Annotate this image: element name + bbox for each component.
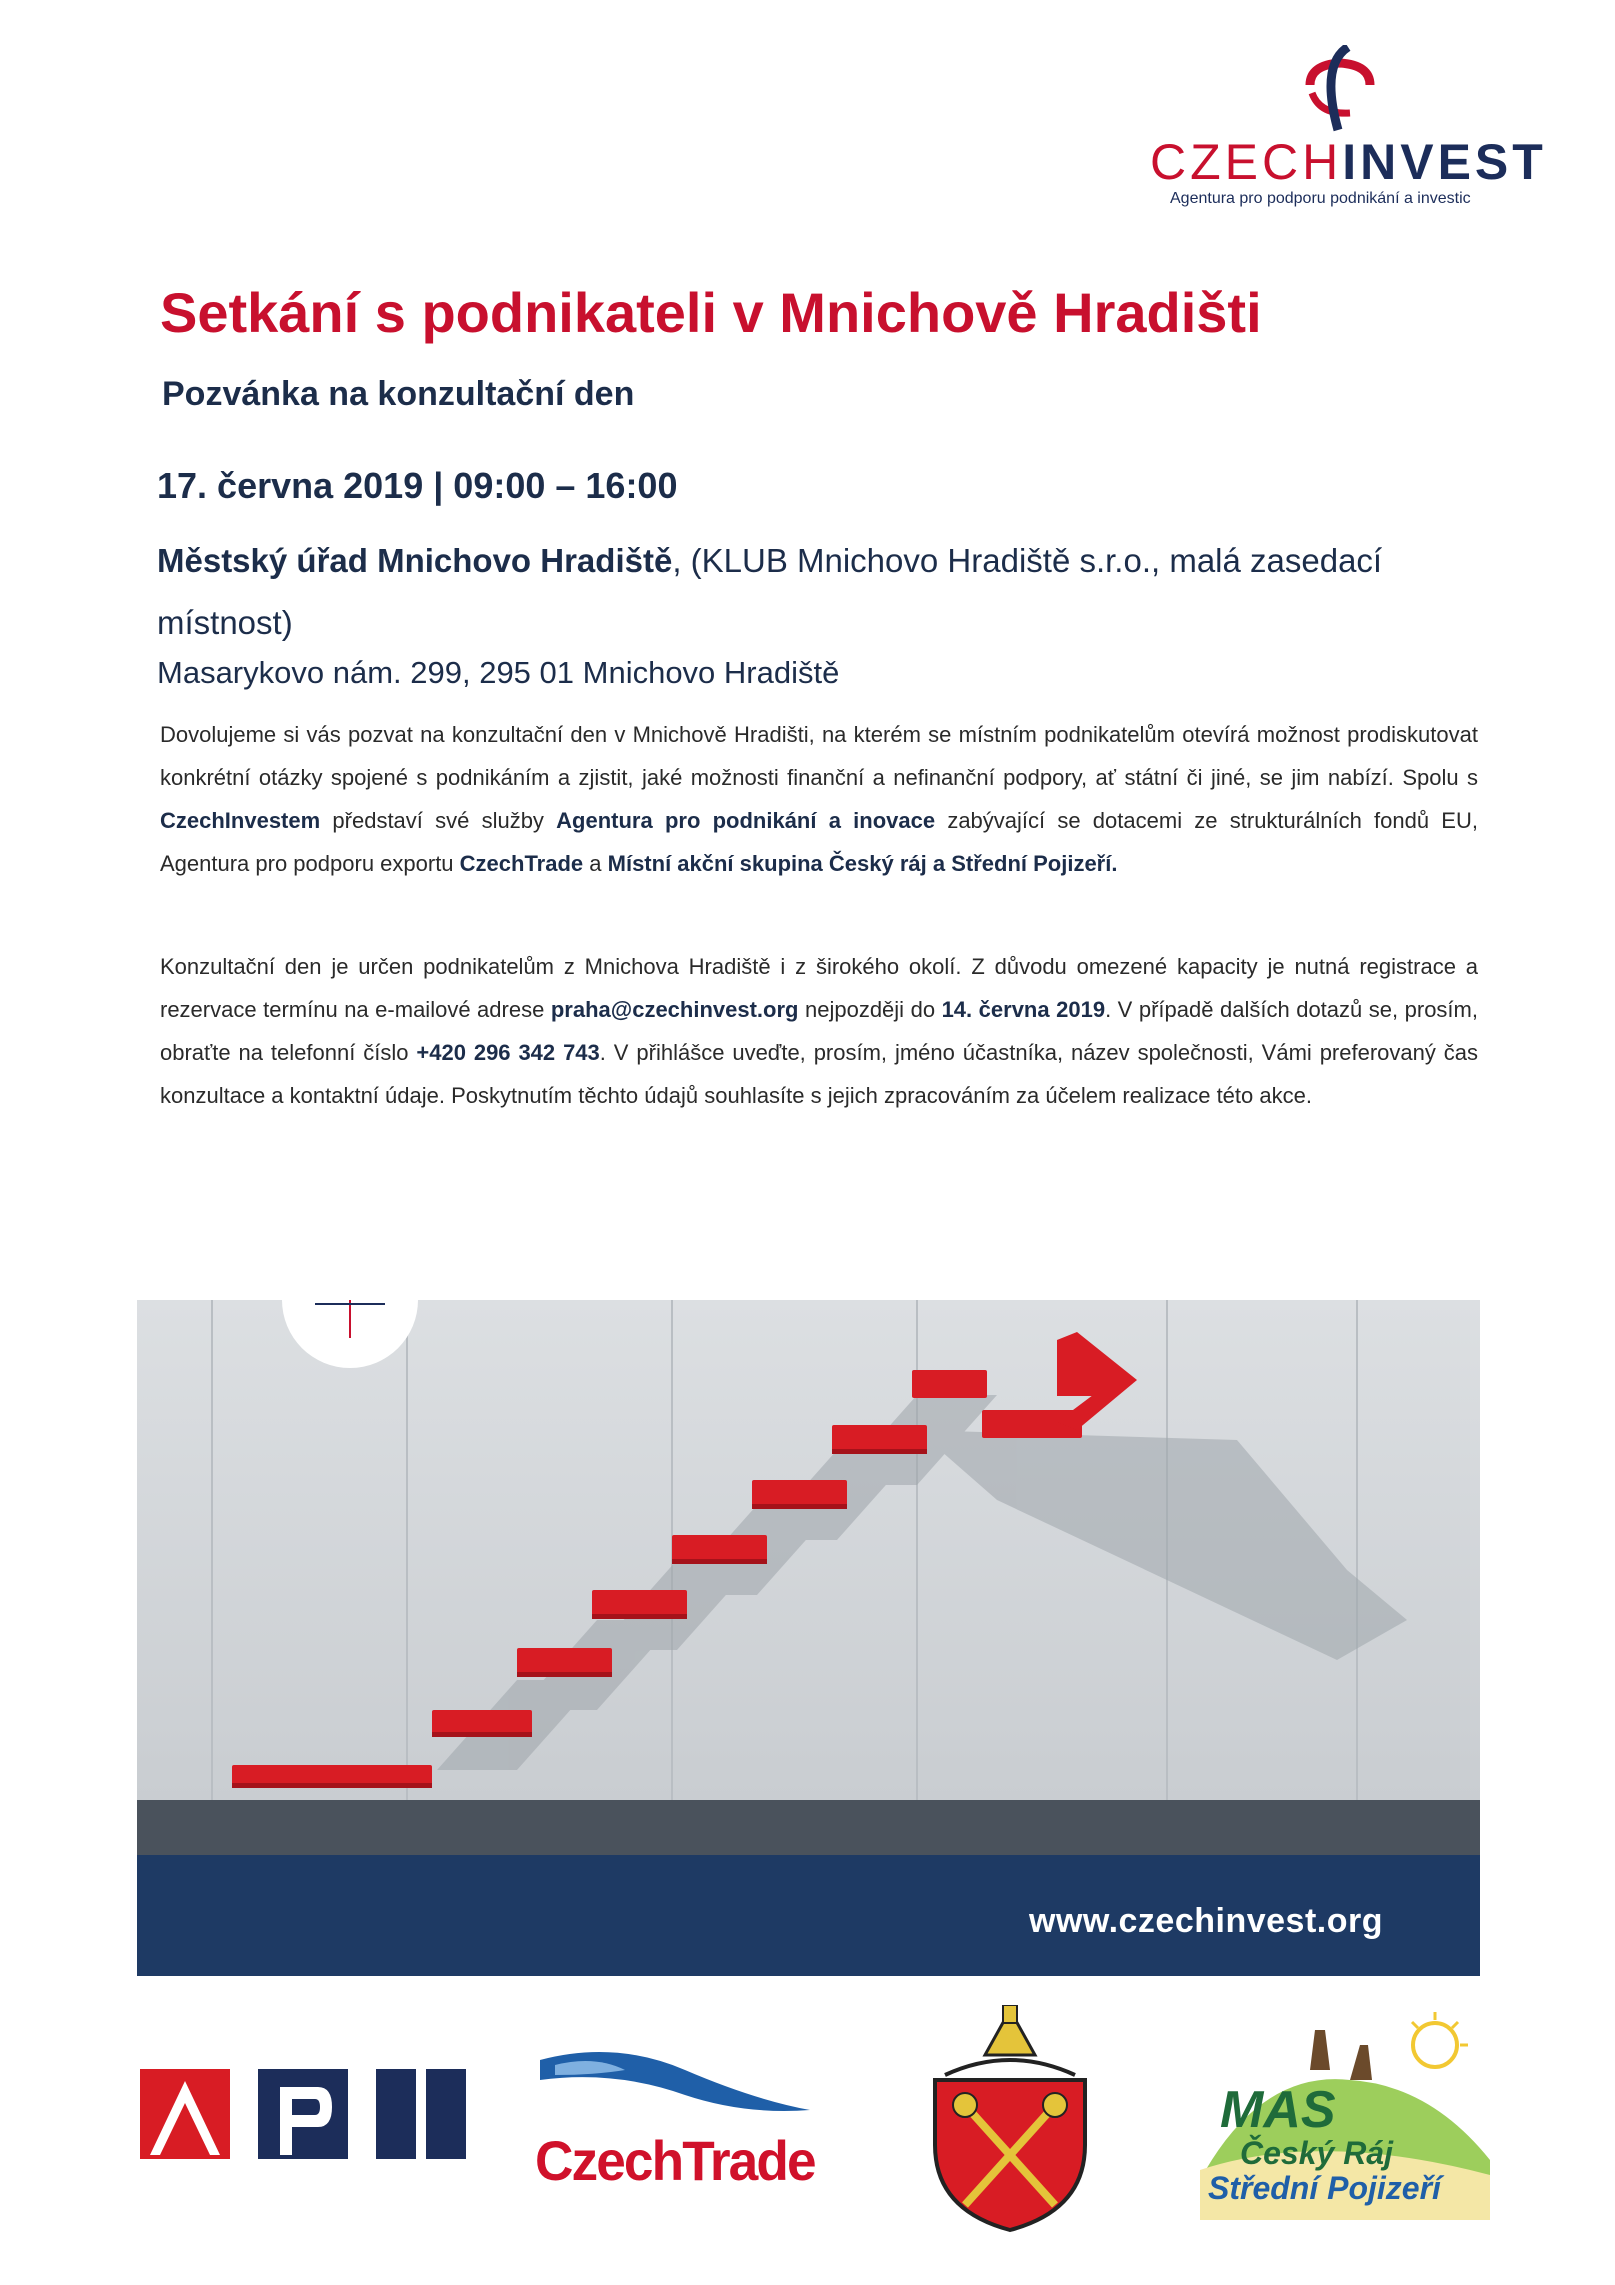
event-datetime: 17. června 2019 | 09:00 – 16:00 [157,465,678,506]
event-venue [157,530,1487,654]
mas-cesky-raj-logo [1200,2010,1490,2220]
text: zabývající se dotacemi ze strukturálních fondů EU, Agentura pro podporu exportu [160,808,1478,876]
wordmark-red: CZECH [1150,134,1343,190]
registration-paragraph [160,945,1478,1117]
text: nejpozději do [798,997,942,1022]
czechtrade-logo [535,2040,825,2190]
mas-abbreviation: MAS [1220,2081,1336,2139]
api-mention: Agentura pro podnikání a inovace [556,808,936,833]
page-subtitle: Pozvánka na konzultační den [162,375,635,413]
czechinvest-emblem-icon [1290,45,1390,135]
czechtrade-mention: CzechTrade [459,851,584,876]
text: a [583,851,608,876]
text: . V přihlášce uveďte, prosím, jméno účastníka, název společnosti, Vámi preferovaný čas konzultace a kontaktní údaje. Poskytnutím těchto údajů souhlasíte s jejich zpracováním za účelem realizace této akce. [160,1040,1479,1108]
api-logo-icon [140,2067,470,2162]
hero-image [137,1300,1480,1976]
text: představí své služby [320,808,557,833]
intro-paragraph [160,713,1478,885]
text: Dovolujeme si vás pozvat na konzultační den v Mnichově Hradišti, na kterém se místním podnikatelům otevírá možnost prodiskutovat konkrétní otázky spojené s podnikáním a zjistit, jaké možnosti finanční a nefinanční podpory, ať státní či jiné, se jim nabízí. Spolu s [160,722,1478,790]
api-agency-logo [140,2067,470,2162]
text: . V případě dalších dotazů se, prosím, obraťte na telefonní číslo [160,997,1478,1065]
page-title: Setkání s podnikateli v Mnichově Hradišti [160,281,1262,344]
logo-tagline: Agentura pro podporu podnikání a investic [1170,190,1471,207]
red-stairs-arrow-illustration [137,1300,1480,1976]
czechinvest-logo [1150,45,1547,215]
czechtrade-wordmark: CzechTrade [535,2129,815,2192]
phone-number[interactable]: +420 296 342 743 [416,1040,600,1065]
globe-swoosh-icon [535,2040,825,2130]
mas-mention: Místní akční skupina Český ráj a Střední Pojizeří. [607,851,1118,876]
mas-name-line2: Střední Pojizeří [1208,2170,1441,2206]
event-address: Masarykovo nám. 299, 295 01 Mnichovo Hradiště [157,655,840,690]
wordmark-blue: INVEST [1342,134,1547,190]
coat-of-arms-icon [925,2005,1095,2235]
mas-name-line1: Český Ráj [1240,2135,1393,2171]
czechinvest-mention: CzechInvestem [160,808,321,833]
mnichovo-hradiste-coat-of-arms [925,2005,1095,2235]
venue-name: Městský úřad Mnichovo Hradiště [157,542,673,579]
registration-deadline: 14. června 2019 [941,997,1106,1022]
email-link[interactable]: praha@czechinvest.org [550,997,799,1022]
text: Konzultační den je určen podnikatelům z Mnichova Hradiště i z širokého okolí. Z důvodu omezené kapacity je nutná registrace a rezervace termínu na e-mailové adrese [160,954,1478,1022]
czechinvest-wordmark [1150,133,1547,191]
venue-detail: , (KLUB Mnichovo Hradiště s.r.o., malá zasedací místnost) [157,542,1383,641]
website-url[interactable]: www.czechinvest.org [1029,1902,1383,1940]
